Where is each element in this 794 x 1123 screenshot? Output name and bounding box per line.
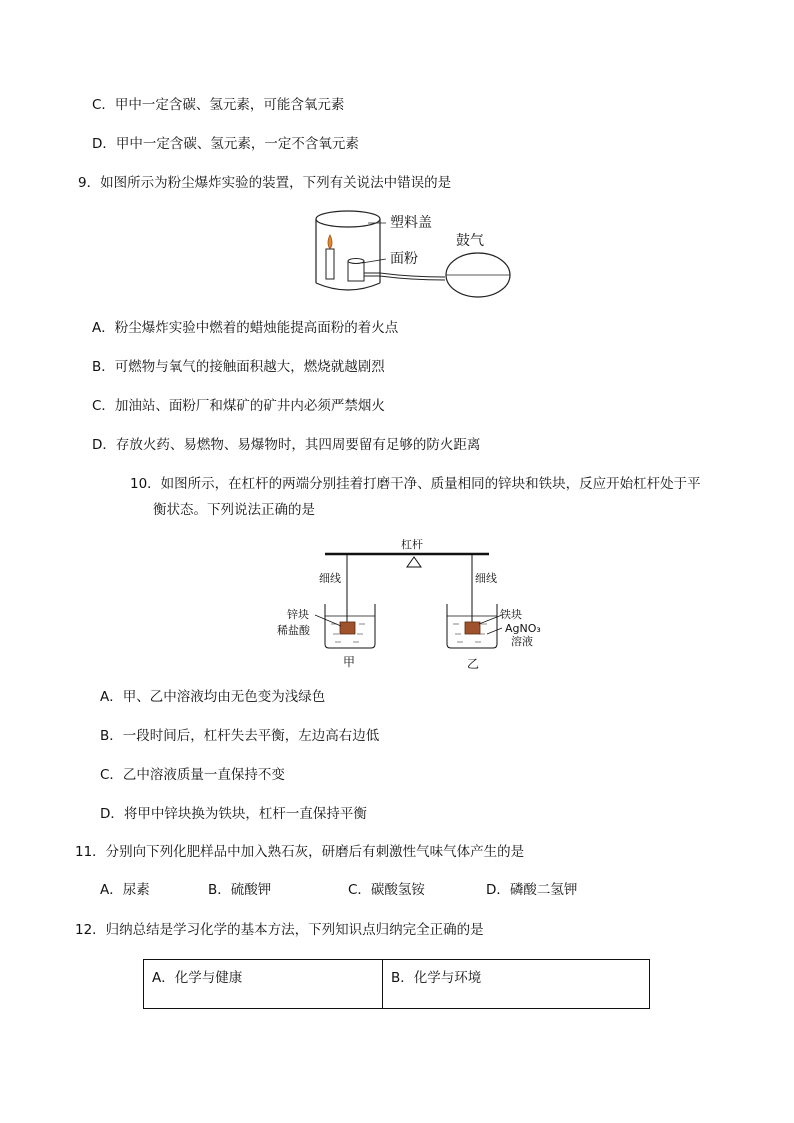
label-thread-left: 细线	[319, 572, 341, 585]
q11-option-a: A．尿素	[100, 882, 150, 898]
label-acid: 稀盐酸	[277, 624, 310, 637]
q8-option-c: C．甲中一定含碳、氢元素，可能含氧元素	[92, 97, 345, 113]
label-yi: 乙	[467, 657, 480, 671]
q11-stem: 11．分别向下列化肥样品中加入熟石灰，研磨后有刺激性气味气体产生的是	[75, 844, 525, 860]
q12-table	[143, 959, 650, 1009]
q10-stem-line1: 10．如图所示，在杠杆的两端分别挂着打磨干净、质量相同的锌块和铁块，反应开始杠杆处于平	[130, 476, 701, 492]
label-jia: 甲	[343, 655, 356, 669]
q9-stem: 9．如图所示为粉尘爆炸实验的装置，下列有关说法中错误的是	[78, 175, 452, 191]
table-divider	[382, 960, 383, 1008]
q9-option-c: C．加油站、面粉厂和煤矿的矿井内必须严禁烟火	[92, 398, 385, 414]
label-agno3: AgNO₃	[505, 622, 541, 635]
q11-option-d: D．磷酸二氢钾	[486, 882, 578, 898]
q8-option-d: D．甲中一定含碳、氢元素，一定不含氧元素	[92, 136, 359, 152]
q10-option-b: B．一段时间后，杠杆失去平衡，左边高右边低	[100, 728, 380, 744]
q10-option-c: C．乙中溶液质量一直保持不变	[100, 767, 285, 783]
q9-option-b: B．可燃物与氧气的接触面积越大，燃烧就越剧烈	[92, 359, 385, 375]
q12-stem: 12．归纳总结是学习化学的基本方法，下列知识点归纳完全正确的是	[75, 922, 484, 938]
label-iron: 铁块	[500, 608, 522, 621]
label-flour: 面粉	[390, 251, 418, 267]
label-lever: 杠杆	[401, 538, 423, 551]
q11-options-row	[100, 880, 620, 900]
label-zinc: 锌块	[287, 608, 309, 621]
label-solution: 溶液	[511, 635, 533, 648]
q9-dust-explosion-figure	[300, 205, 520, 310]
table-header-a: A．化学与健康	[152, 970, 243, 986]
label-lid: 塑料盖	[390, 215, 432, 231]
q9-option-a: A．粉尘爆炸实验中燃着的蜡烛能提高面粉的着火点	[92, 320, 399, 336]
q10-stem-line2: 衡状态。下列说法正确的是	[153, 502, 315, 518]
q10-option-a: A．甲、乙中溶液均由无色变为浅绿色	[100, 689, 326, 705]
q11-option-b: B．硫酸钾	[208, 882, 272, 898]
label-thread-right: 细线	[475, 572, 497, 585]
q10-lever-figure	[275, 534, 565, 674]
table-header-b: B．化学与环境	[391, 970, 482, 986]
q11-option-c: C．碳酸氢铵	[348, 882, 425, 898]
q9-option-d: D．存放火药、易燃物、易爆物时，其四周要留有足够的防火距离	[92, 437, 481, 453]
q10-option-d: D．将甲中锌块换为铁块，杠杆一直保持平衡	[100, 806, 367, 822]
label-blow: 鼓气	[456, 233, 484, 249]
